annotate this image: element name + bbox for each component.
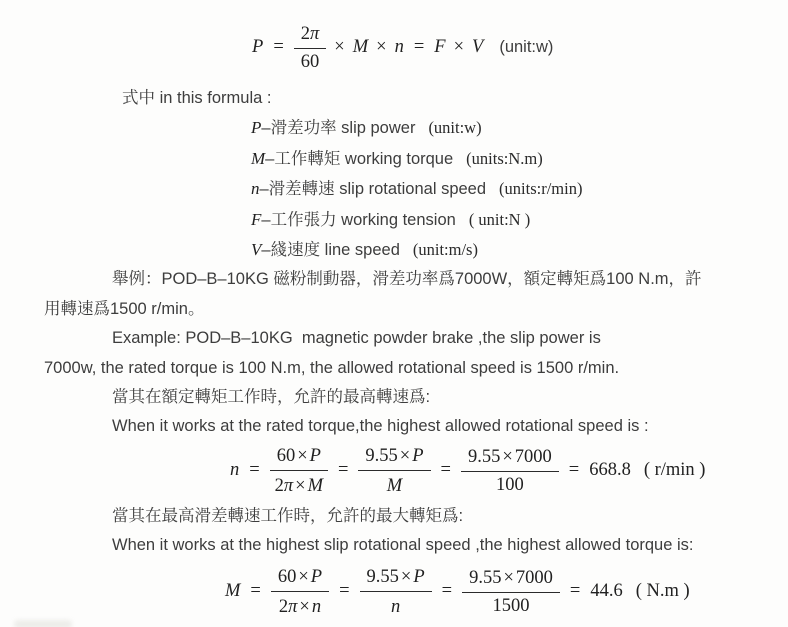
definition-unit: (units:r/min) [499, 179, 583, 199]
pi-symbol: π [310, 23, 320, 44]
example-zh-line-1: 舉例：POD–B–10KG 磁粉制動器，滑差功率爲7000W，額定轉矩爲100 N.m，許 [112, 270, 702, 289]
formula-unit: (unit:w) [499, 37, 554, 56]
equals-sign: = [273, 36, 284, 57]
highest-speed-zh-line: 當其在最高滑差轉速工作時，允許的最大轉矩爲: [112, 506, 464, 525]
var-F: F [251, 209, 262, 229]
equals-sign: = [413, 36, 425, 57]
times-sign: × [502, 447, 513, 468]
equals-sign: = [250, 581, 261, 602]
var-M: M [386, 476, 403, 497]
fraction-955x7000-over-100 [461, 445, 559, 496]
denominator: 60 [300, 51, 320, 72]
rated-torque-en-line: When it works at the rated torque,the highest allowed rotational speed is : [112, 417, 649, 436]
denominator-coefficient: 2 [278, 597, 289, 618]
formula-intro-line: 式中 in this formula : [122, 89, 272, 107]
equals-sign: = [569, 581, 581, 602]
var-V: V [472, 36, 484, 57]
example-en-line-2: 7000w, the rated torque is 100 N.m, the allowed rotational speed is 1500 r/min. [44, 358, 620, 377]
equals-sign: = [249, 460, 260, 481]
definition-text: –滑差功率 slip power [261, 119, 416, 138]
var-n: n [230, 460, 240, 481]
result-unit: ( N.m ) [635, 581, 690, 602]
result-unit: ( r/min ) [643, 460, 706, 481]
times-sign: × [298, 567, 309, 588]
times-sign: × [399, 446, 411, 467]
times-sign: × [299, 597, 310, 618]
numerator-value: 7000 [514, 447, 552, 468]
var-P: P [413, 567, 425, 588]
definition-unit: (unit:m/s) [412, 240, 478, 260]
pi-symbol: π [288, 597, 298, 618]
var-P: P [310, 567, 323, 588]
definition-unit: ( unit:N ) [468, 209, 531, 229]
definition-working-torque [44, 144, 748, 174]
example-en-line-1: Example: POD–B–10KG magnetic powder brake ,the slip power is [112, 329, 601, 348]
definition-unit: (units:N.m) [466, 148, 543, 168]
times-sign: × [503, 568, 514, 589]
definition-working-tension [44, 205, 748, 235]
numerator-coefficient: 9.55 [469, 568, 502, 589]
times-sign: × [400, 567, 412, 588]
rated-torque-zh-line: 當其在額定轉矩工作時，允許的最高轉速爲: [112, 388, 431, 407]
definition-slip-speed [44, 174, 748, 204]
times-sign: × [295, 476, 306, 497]
definition-unit: (unit:w) [428, 118, 482, 138]
definition-slip-power [44, 113, 748, 143]
equals-sign: = [339, 581, 350, 602]
denominator: 100 [495, 475, 524, 496]
times-sign: × [297, 446, 308, 467]
example-zh-line-2: 用轉速爲1500 r/min。 [44, 299, 205, 318]
numerator-coefficient: 60 [277, 567, 297, 588]
formula-highest-speed [230, 442, 748, 500]
pi-symbol: π [283, 476, 294, 497]
definition-text: –滑差轉速 slip rotational speed [259, 180, 487, 199]
denominator: 1500 [492, 596, 530, 617]
var-n: n [394, 36, 404, 57]
numerator-coefficient: 2 [300, 23, 310, 44]
times-sign: × [453, 36, 465, 57]
equals-sign: = [440, 460, 451, 481]
var-V: V [251, 240, 262, 260]
result-value: 668.8 [589, 460, 631, 481]
var-n: n [251, 179, 260, 199]
definition-text: –綫速度 line speed [261, 241, 400, 260]
var-P: P [251, 118, 262, 138]
result-value: 44.6 [590, 581, 623, 602]
var-P: P [309, 446, 321, 467]
var-P: P [412, 446, 424, 467]
var-M: M [251, 148, 266, 168]
var-M: M [352, 36, 369, 57]
highest-speed-en-line: When it works at the highest slip rotational speed ,the highest allowed torque is: [112, 536, 694, 555]
fraction-955P-over-M [358, 444, 430, 497]
var-n: n [311, 597, 322, 618]
equals-sign: = [441, 581, 453, 602]
equals-sign: = [568, 460, 580, 481]
numerator-coefficient: 9.55 [467, 447, 501, 468]
fraction-955P-over-n [360, 565, 432, 618]
definition-text: –工作轉矩 working torque [265, 149, 454, 168]
definition-text: –工作張力 working tension [261, 210, 456, 229]
var-n: n [390, 597, 401, 618]
var-M: M [307, 476, 323, 497]
scan-edge-artifact [14, 620, 72, 627]
denominator-coefficient: 2 [274, 476, 284, 497]
var-P: P [252, 36, 264, 57]
definition-line-speed [44, 235, 748, 265]
times-sign: × [376, 36, 387, 57]
var-F: F [434, 36, 446, 57]
fraction-60P-over-2pin [271, 565, 329, 618]
times-sign: × [334, 36, 345, 57]
equals-sign: = [337, 460, 349, 481]
formula-highest-torque [225, 563, 748, 621]
numerator-coefficient: 60 [276, 446, 296, 467]
fraction-60P-over-2piM [270, 444, 328, 497]
numerator-value: 7000 [515, 568, 553, 589]
variable-definitions [44, 113, 748, 265]
fraction-2pi-over-60 [294, 22, 327, 73]
var-M: M [225, 581, 241, 602]
formula-slip-power [252, 16, 748, 78]
numerator-coefficient: 9.55 [366, 567, 399, 588]
fraction-955x7000-over-1500 [462, 566, 560, 617]
numerator-coefficient: 9.55 [365, 446, 398, 467]
